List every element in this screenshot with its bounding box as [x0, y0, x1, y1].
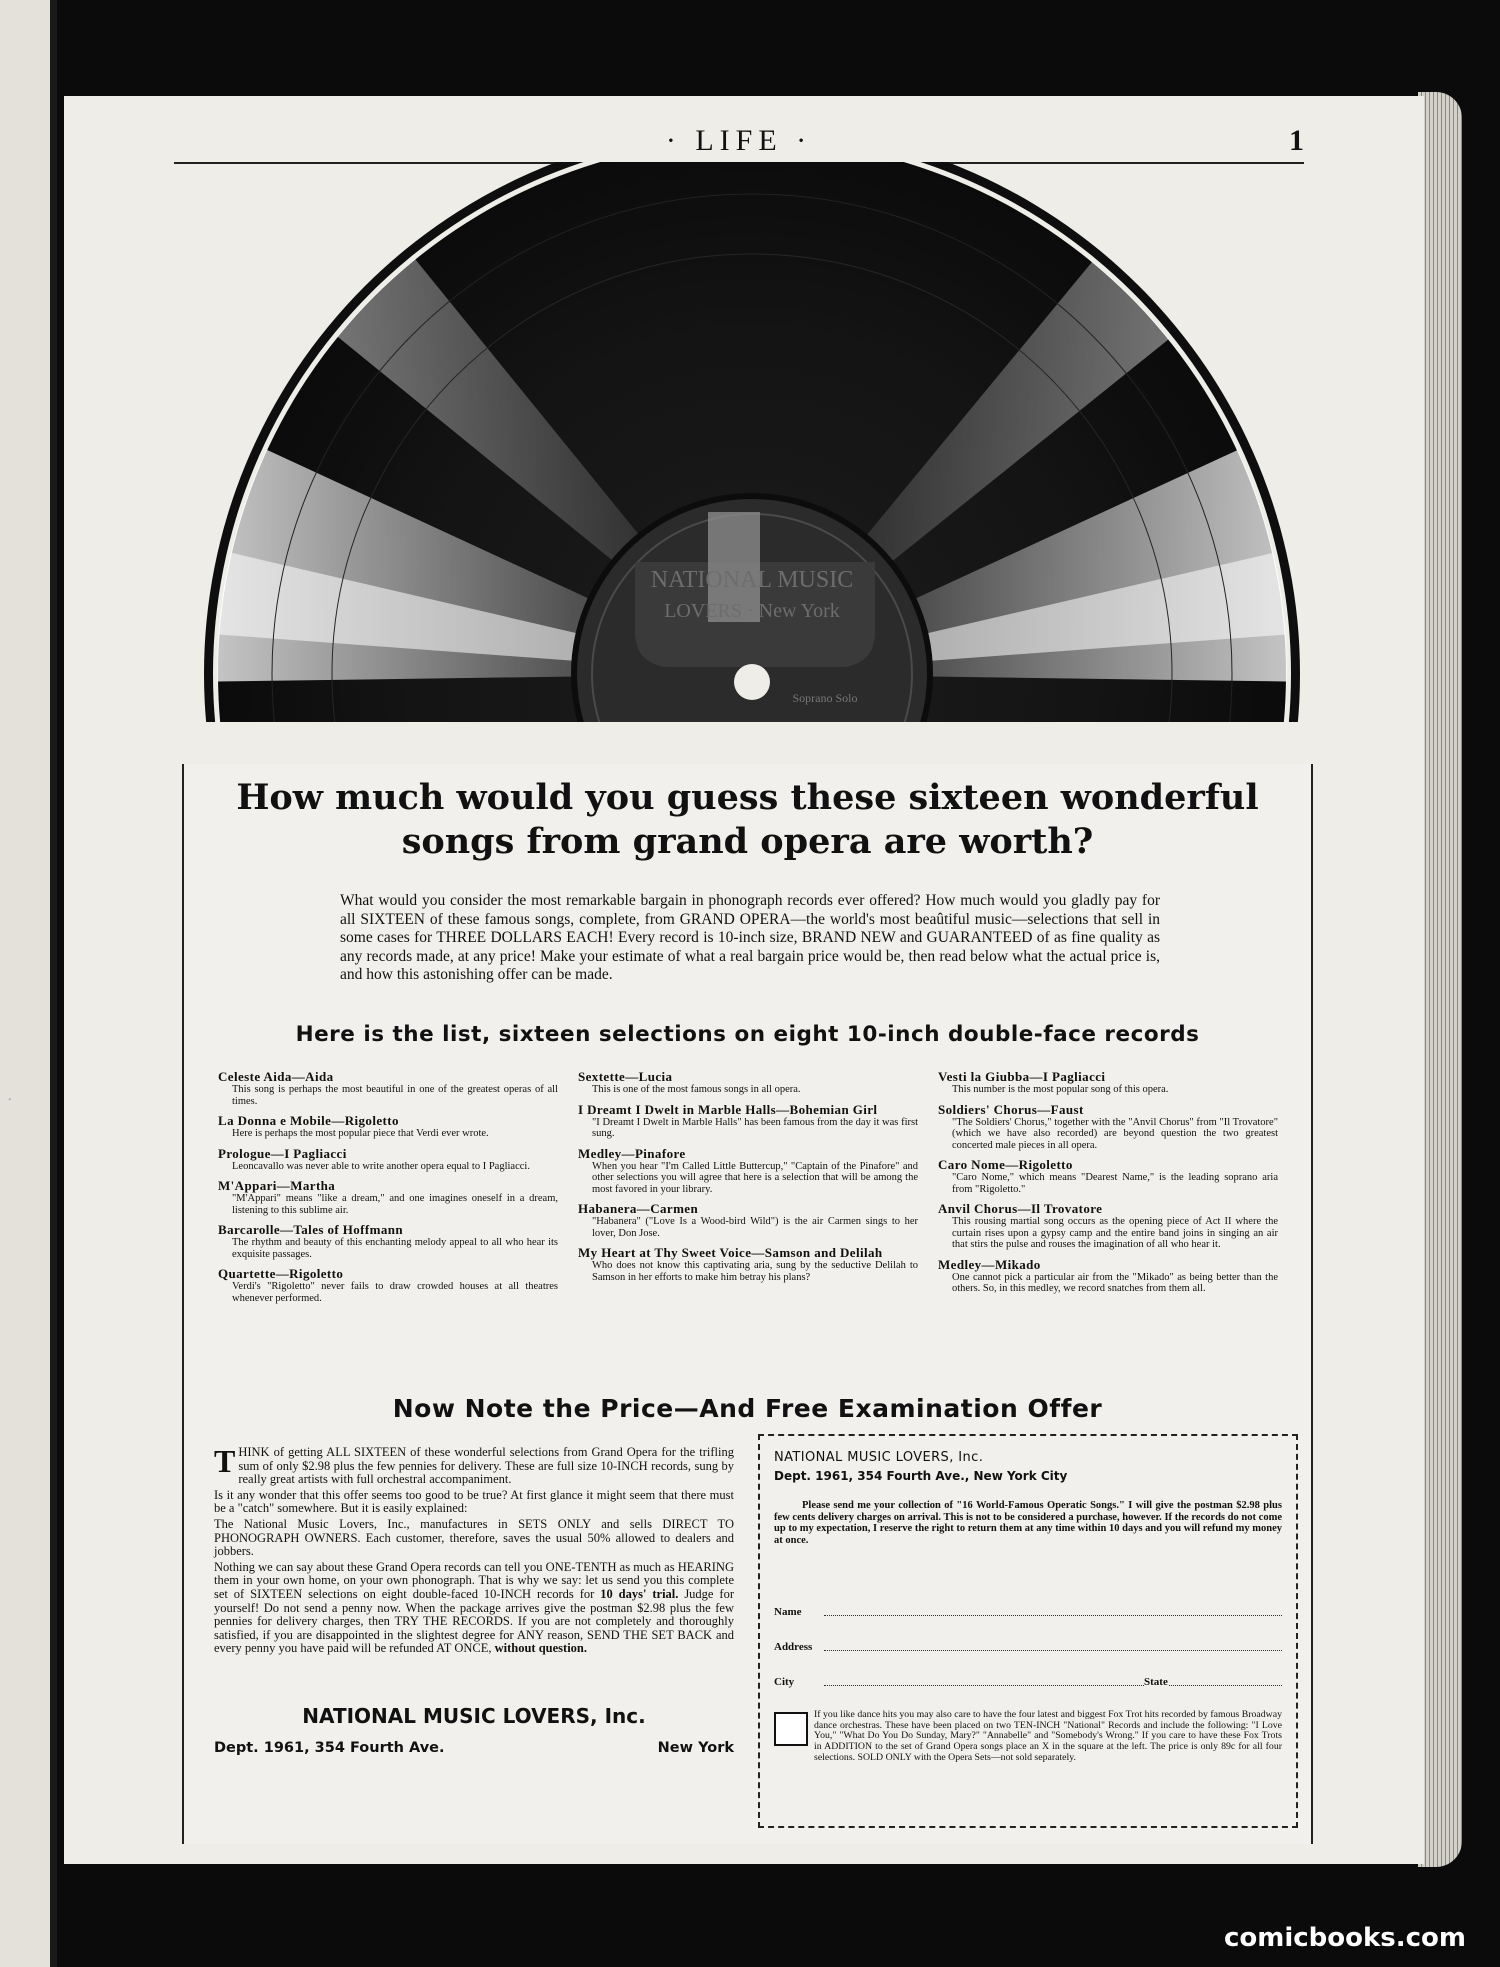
company-dept: Dept. 1961, 354 Fourth Ave.	[214, 1740, 445, 1756]
coupon-fox-trot-note: If you like dance hits you may also care to have the four latest and biggest Fox Trot hits recorded by famous Broadway dance orchestras. These have been placed on two TEN-INCH "National" Records and include the following: "I Love You," "What Do You Do Sunday, Mary?" "Annabelle" and "Somebody's Wrong." If you care to have these Fox Trots in ADDITION to the set of Grand Opera songs place an X in the square at the left. The price is only 89c for all four selections. SOLD ONLY with the Opera Sets—not sold separately.	[814, 1709, 1282, 1763]
drop-cap: T	[214, 1443, 236, 1479]
headline-line-2: songs from grand opera are worth?	[401, 821, 1094, 862]
coupon-order-text: Please send me your collection of "16 World-Famous Operatic Songs." I will give the postman $2.98 plus few cents delivery charges on arrival. This is not to be considered a purchase, however. If the records do not come up to my expectation, I reserve the right to return them at any time within 10 days and you will refund my money at once.	[774, 1500, 1282, 1546]
offer-text	[214, 1443, 734, 1658]
offer-paragraph-4	[214, 1561, 734, 1656]
selection-column	[578, 1070, 918, 1380]
page-number: 1	[1289, 124, 1304, 157]
price-heading: Now Note the Price—And Free Examination Offer	[392, 1394, 1103, 1423]
ad-headline	[224, 776, 1271, 864]
selection-column	[938, 1070, 1278, 1380]
selection-title: My Heart at Thy Sweet Voice—Samson and Delilah	[578, 1245, 883, 1260]
selection-description: "Caro Nome," which means "Dearest Name," is the leading soprano aria from "Rigoletto."	[952, 1172, 1278, 1195]
magazine-page	[64, 96, 1424, 1864]
record-label-line2: LOVERS · New York	[664, 600, 840, 622]
selection-description: The rhythm and beauty of this enchanting melody appeal to all who hear its exquisite passages.	[232, 1237, 558, 1260]
selection-title: Anvil Chorus—Il Trovatore	[938, 1201, 1103, 1216]
selection-description: Verdi's "Rigoletto" never fails to draw crowded houses at all theatres whenever performed.	[232, 1281, 558, 1304]
selection-item	[218, 1267, 558, 1304]
record-spindle-hole	[734, 664, 770, 700]
selection-item	[938, 1070, 1278, 1096]
coupon-company-address: Dept. 1961, 354 Fourth Ave., New York City	[774, 1469, 1068, 1483]
offer-p4-part-b: Judge for yourself! Do not send a penny now. When the package arrives give the postman $2.98 plus the few pennies for delivery charges, then TRY THE RECORDS. If you are not completely and thoroughly satisfied, if you are disappointed in the slightest degree for ANY reason, SEND THE SET BACK and every penny you have paid will be refunded AT ONCE,	[214, 1586, 734, 1656]
scan-speck: •	[8, 1095, 12, 1106]
selection-item	[938, 1158, 1278, 1195]
selection-title: Caro Nome—Rigoletto	[938, 1157, 1073, 1172]
selection-title: M'Appari—Martha	[218, 1178, 336, 1193]
selection-item	[578, 1103, 918, 1140]
offer-p4-trial: 10 days' trial.	[600, 1586, 679, 1601]
company-address	[214, 1740, 734, 1756]
coupon-city-label: City	[774, 1676, 795, 1688]
offer-paragraph	[214, 1443, 734, 1487]
offer-p4-guarantee: without question.	[494, 1641, 587, 1656]
selection-description: This song is perhaps the most beautiful in one of the greatest operas of all times.	[232, 1084, 558, 1107]
intro-paragraph: What would you consider the most remarkable bargain in phonograph records ever offered? How much would you gladly pay for all SIXTEEN of these famous songs, complete, from GRAND OPERA—the world's most beaûtiful music—selections that sell in some cases for THREE DOLLARS EACH! Every record is 10-inch size, BRAND NEW and GUARANTEED of as fine quality as any records made, at any price! Make your estimate of what a real bargain price would be, then read below what the actual price is, and how this astonishing offer can be made.	[340, 892, 1160, 983]
coupon-address-field[interactable]	[774, 1641, 1282, 1653]
coupon-name-field[interactable]	[774, 1606, 1282, 1618]
selection-item	[938, 1103, 1278, 1152]
coupon-city-field[interactable]	[774, 1676, 1282, 1688]
coupon-company-name: NATIONAL MUSIC LOVERS, Inc.	[774, 1450, 984, 1465]
selection-item	[218, 1070, 558, 1107]
page-header	[174, 122, 1304, 164]
offer-paragraph-2: Is it any wonder that this offer seems too good to be true? At first glance it might seem that there must be a "catch" somewhere. But it is easily explained:	[214, 1487, 734, 1516]
coupon-state-label: State	[1144, 1676, 1168, 1688]
headline-line-1: How much would you guess these sixteen wonderful	[236, 777, 1259, 818]
offer-paragraph-1: HINK of getting ALL SIXTEEN of these wonderful selections from Grand Opera for the trifling sum of only $2.98 plus the few pennies for delivery. These are full size 10-INCH records, sung by really great artists with full orchestral accompaniment.	[238, 1445, 734, 1487]
selection-item	[218, 1114, 558, 1140]
offer-p4-part-a: Nothing we can say about these Grand Opera records can tell you ONE-TENTH as much as HEARING them in your own home, on your own phonograph. That is why we say: let us send you this complete set of SIXTEEN selections on eight double-faced 10-INCH records for	[214, 1559, 734, 1601]
selection-description: "Habanera" ("Love Is a Wood-bird Wild") is the air Carmen sings to her lover, Don Jose.	[592, 1216, 918, 1239]
selection-item	[218, 1147, 558, 1173]
coupon-name-label: Name	[774, 1606, 802, 1618]
selection-title: Celeste Aida—Aida	[218, 1069, 334, 1084]
fox-trot-checkbox[interactable]	[774, 1712, 808, 1746]
selection-columns	[218, 1070, 1278, 1380]
selection-title: Quartette—Rigoletto	[218, 1266, 344, 1281]
selection-title: Barcarolle—Tales of Hoffmann	[218, 1222, 404, 1237]
selection-item	[938, 1202, 1278, 1251]
selection-description: This number is the most popular song of this opera.	[952, 1084, 1169, 1095]
record-label-side-note: Soprano Solo	[792, 691, 858, 705]
company-name: NATIONAL MUSIC LOVERS, Inc.	[302, 1704, 646, 1728]
selection-description: This is one of the most famous songs in all opera.	[592, 1084, 801, 1095]
selection-title: Medley—Mikado	[938, 1256, 1041, 1272]
selection-list-heading: Here is the list, sixteen selections on eight 10-inch double-face records	[295, 1022, 1200, 1047]
selection-column	[218, 1070, 558, 1380]
selection-title: Habanera—Carmen	[578, 1201, 699, 1216]
selection-description: When you hear "I'm Called Little Buttercup," "Captain of the Pinafore" and other selections you will agree that here is a selection that will be among the most favored in your library.	[592, 1160, 918, 1195]
watermark: comicbooks.com	[1223, 1923, 1466, 1953]
company-city: New York	[657, 1740, 734, 1756]
selection-description: "I Dreamt I Dwelt in Marble Halls" has been famous from the day it was first sung.	[592, 1116, 918, 1139]
selection-title: I Dreamt I Dwelt in Marble Halls—Bohemian Girl	[578, 1101, 878, 1117]
selection-title: Sextette—Lucia	[578, 1069, 673, 1084]
selection-item	[938, 1258, 1278, 1295]
selection-description: "The Soldiers' Chorus," together with the "Anvil Chorus" from "Il Trovatore" (which we have also recorded) are beyond question the two greatest concerted male pieces in all opera.	[952, 1116, 1278, 1151]
selection-item	[578, 1070, 918, 1096]
selection-description: One cannot pick a particular air from the "Mikado" as being better than the others. So, in this medley, we record snatches from them all.	[952, 1271, 1278, 1294]
running-title: · LIFE ·	[665, 124, 813, 157]
selection-description: Leoncavallo was never able to write another opera equal to I Pagliacci.	[232, 1160, 530, 1172]
selection-description: "M'Appari" means "like a dream," and one imagines oneself in a dream, listening to this sublime air.	[232, 1193, 558, 1216]
selection-item	[578, 1246, 918, 1283]
selection-item	[578, 1202, 918, 1239]
selection-title: Prologue—I Pagliacci	[218, 1145, 347, 1161]
selection-item	[578, 1147, 918, 1196]
selection-title: Vesti la Giubba—I Pagliacci	[938, 1069, 1106, 1084]
page-stack-edge	[1418, 92, 1462, 1867]
offer-paragraph-3: The National Music Lovers, Inc., manufactures in SETS ONLY and sells DIRECT TO PHONOGRAPH OWNERS. Each customer, therefore, saves the usual 50% allowed to dealers and jobbers.	[214, 1516, 734, 1559]
facing-page-edge	[0, 0, 57, 1967]
selection-title: Medley—Pinafore	[578, 1145, 686, 1161]
selection-description: Here is perhaps the most popular piece that Verdi ever wrote.	[232, 1128, 489, 1139]
selection-title: Soldiers' Chorus—Faust	[938, 1101, 1084, 1117]
record-label-line1: NATIONAL MUSIC	[650, 567, 854, 593]
selection-item	[218, 1179, 558, 1216]
phonograph-record-illustration	[185, 162, 1320, 722]
selection-title: La Donna e Mobile—Rigoletto	[218, 1113, 399, 1128]
selection-description: Who does not know this captivating aria, sung by the seductive Delilah to Samson in her efforts to make him betray his plans?	[592, 1260, 918, 1283]
selection-item	[218, 1223, 558, 1260]
advertisement-box	[182, 764, 1313, 1844]
coupon-address-label: Address	[774, 1641, 813, 1653]
order-coupon	[758, 1434, 1298, 1828]
selection-description: This rousing martial song occurs as the opening piece of Act II where the curtain rises upon a gypsy camp and the entire band joins in singing an air that stirs the pulse and rouses the imagination of all who hear it.	[952, 1216, 1278, 1250]
